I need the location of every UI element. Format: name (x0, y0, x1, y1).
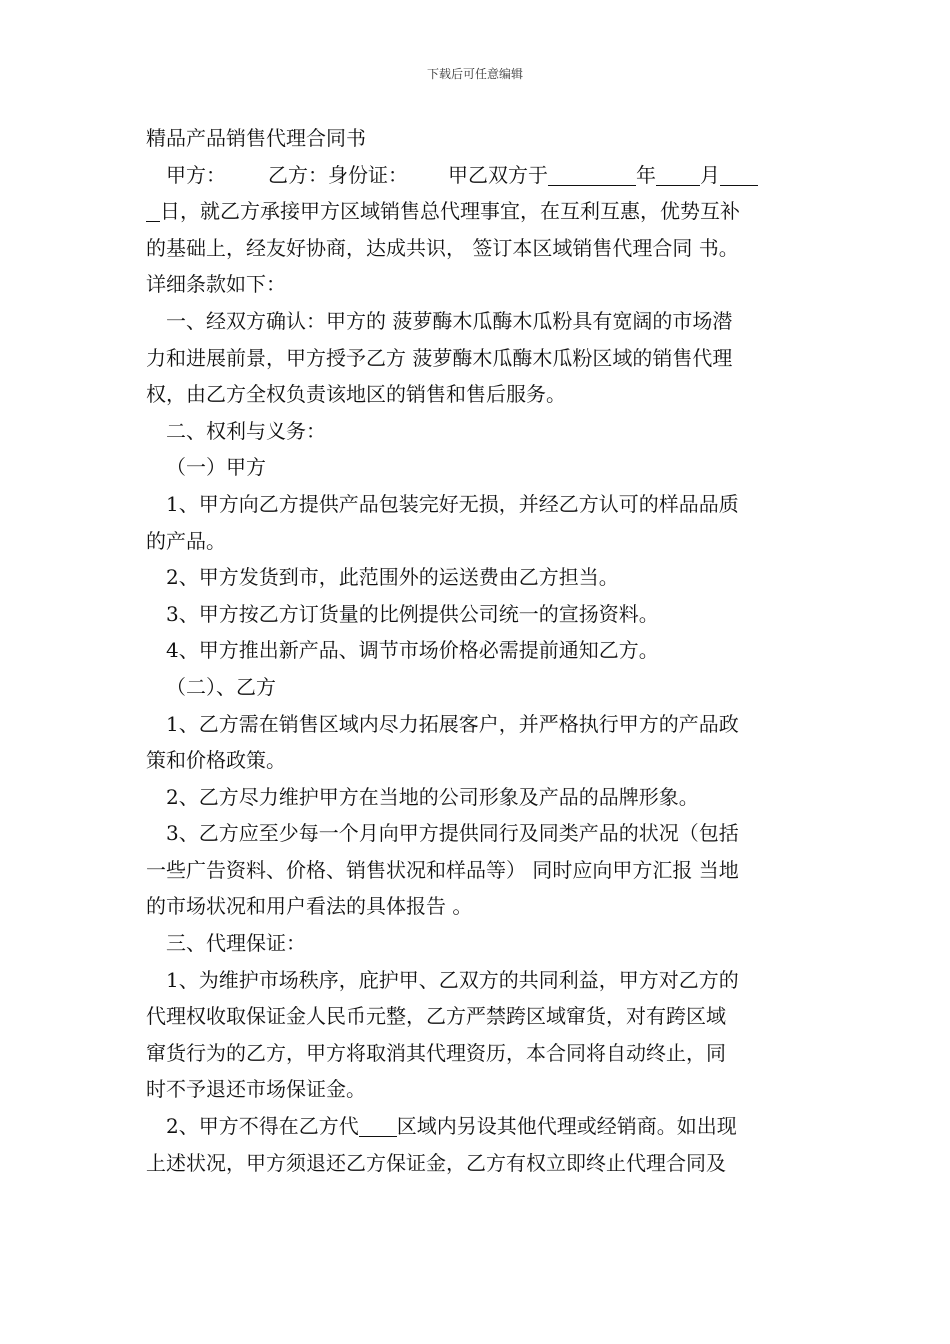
section-3-title: 三、代理保证： (166, 931, 306, 956)
clause-c1-line-3: 窜货行为的乙方，甲方将取消其代理资历，本合同将自动终止，同 (146, 1040, 726, 1065)
year-blank (548, 163, 636, 186)
id-card-label: 身份证： (328, 162, 408, 187)
clause-c1-line-1: 1、为维护市场秩序，庇护甲、乙双方的共同利益，甲方对乙方的 (166, 967, 739, 992)
parties-line (146, 157, 808, 194)
clause-a2: 2、甲方发货到市，此范围外的运送费由乙方担当。 (166, 565, 619, 590)
party-a-label: 甲方： (166, 162, 226, 187)
agree-prefix: 甲乙双方于 (448, 162, 548, 187)
clause-b3-line-2: 一些广告资料、价格、销售状况和样品等） 同时应向甲方汇报 当地 (146, 857, 739, 882)
section-1-line-2: 力和进展前景，甲方授予乙方 菠萝酶木瓜酶木瓜粉区域的销售代理 (146, 345, 733, 370)
section-2-title: 二、权利与义务： (166, 418, 326, 443)
intro-line-3: 的基础上，经友好协商，达成共识， 签订本区域销售代理合同 书。 (146, 235, 739, 260)
clause-b3-line-3: 的市场状况和用户看法的具体报告 。 (146, 894, 473, 919)
section-1-line-1: 一、经双方确认：甲方的 菠萝酶木瓜酶木瓜粉具有宽阔的市场潜 (166, 308, 733, 333)
clause-a3: 3、甲方按乙方订货量的比例提供公司统一的宣扬资料。 (166, 601, 659, 626)
intro-text-2: 日，就乙方承接甲方区域销售总代理事宜，在互利互惠，优势互补 (160, 199, 740, 224)
month-label: 月 (700, 162, 720, 187)
intro-line-2 (146, 193, 808, 230)
clause-a1-line-2: 的产品。 (146, 528, 226, 553)
page-header-note: 下载后可任意编辑 (426, 67, 523, 81)
day-blank (720, 163, 758, 186)
year-label: 年 (636, 162, 656, 187)
intro-line-4: 详细条款如下： (146, 272, 286, 297)
month-blank (656, 163, 700, 186)
clause-c1-line-2: 代理权收取保证金人民币元整，乙方严禁跨区域窜货，对有跨区域 (146, 1004, 726, 1029)
clause-b1-line-2: 策和价格政策。 (146, 748, 286, 773)
clause-c2-line-1 (146, 1108, 808, 1145)
section-2a-title: （一）甲方 (166, 455, 266, 480)
section-2b-title: （二）、乙方 (166, 674, 276, 699)
clause-b2: 2、乙方尽力维护甲方在当地的公司形象及产品的品牌形象。 (166, 784, 699, 809)
contract-body (146, 120, 808, 1181)
day-blank-cont (146, 199, 160, 222)
party-b-label: 乙方： (268, 162, 328, 187)
clause-a4: 4、甲方推出新产品、调节市场价格必需提前通知乙方。 (166, 638, 659, 663)
clause-b3-line-1: 3、乙方应至少每一个月向甲方提供同行及同类产品的状况（包括 (166, 821, 739, 846)
clause-c2-line-2: 上述状况，甲方须退还乙方保证金，乙方有权立即终止代理合同及 (146, 1150, 726, 1175)
clause-a1-line-1: 1、甲方向乙方提供产品包装完好无损，并经乙方认可的样品品质 (166, 491, 739, 516)
clause-c1-line-4: 时不予退还市场保证金。 (146, 1077, 366, 1102)
section-1-line-3: 权，由乙方全权负责该地区的销售和售后服务。 (146, 382, 566, 407)
clause-c2-text-b: 区域内另设其他代理或经销商。如出现 (396, 1114, 737, 1139)
clause-c2-text-a: 2、甲方不得在乙方代 (166, 1114, 359, 1139)
clause-b1-line-1: 1、乙方需在销售区域内尽力拓展客户，并严格执行甲方的产品政 (166, 711, 739, 736)
contract-title: 精品产品销售代理合同书 (146, 126, 366, 150)
area-blank (359, 1114, 397, 1137)
